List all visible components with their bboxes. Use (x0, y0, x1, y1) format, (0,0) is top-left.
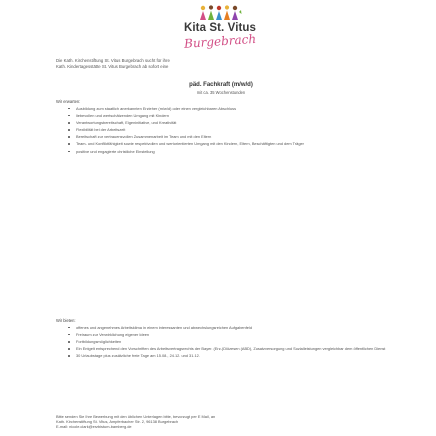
children-illustration (198, 4, 242, 21)
list-item: 30 Urlaubstage plus zusätzliche freie Tage am 15.08., 24.12. und 31.12. (68, 353, 386, 359)
list-item: offenes und angenehmes Arbeitsklima in einem interessanten und abwechslungsreichen Aufgabenfeld (68, 325, 386, 331)
contact-address: Kath. Kirchenstiftung St. Vitus, Ampferbacher Str. 2, 96138 Burgebrach (56, 419, 179, 425)
job-title: päd. Fachkraft (m/w/d) (189, 82, 253, 88)
application-instructions (56, 414, 386, 430)
job-hours: mit ca. 35 Wochenstunden (196, 89, 246, 95)
list-item: liebevollen und wertschätzenden Umgang mit Kindern (68, 113, 386, 119)
list-item: Bereitschaft zur vertrauensvollen Zusammenarbeit im Team und mit den Eltern (68, 134, 386, 140)
requirements-list (56, 106, 386, 155)
requirements-section (56, 99, 386, 156)
benefits-heading: Wir bieten: (56, 318, 76, 323)
list-item: Team- und Konfliktfähigkeit sowie respektvollen und wertorientierten Umgang mit den Kindern, Eltern, Beschäftigten und dem Träger (68, 141, 386, 147)
logo-title: Kita St. Vitus (183, 22, 257, 34)
list-item: Fortbildungsmöglichkeiten (68, 339, 386, 345)
benefits-section (56, 318, 386, 360)
intro-line-1: Die Kath. Kirchenstiftung St. Vitus Burgebrach sucht für ihre (56, 58, 170, 63)
benefits-list (56, 325, 386, 359)
list-item: Ausbildung zum staatlich anerkannten Erzieher (m/w/d) oder einen vergleichbaren Abschluss (68, 106, 386, 112)
requirements-heading: Wir erwarten: (56, 99, 81, 104)
list-item: Flexibilität bei der Arbeitszeit (68, 127, 386, 133)
intro-text (56, 58, 386, 71)
closing-line-1: Bitte senden Sie Ihre Bewerbung mit den üblichen Unterlagen bitte, bevorzugt per E Mail, an (56, 414, 216, 419)
list-item: Ein Entgelt entsprechend den Vorschriften des Arbeitsvertragsrechts der Bayer. (Erz-)Diözesen (ABD), Zusatzversorgung und Sozialleistungen vergleichbar dem öffentlichen Dienst (68, 346, 386, 352)
logo-script-text: Burgebrach (183, 31, 257, 51)
list-item: positive und engagierte christliche Einstellung (68, 149, 386, 155)
list-item: Freiraum zur Verwirklichung eigener Ideen (68, 332, 386, 338)
job-heading (56, 82, 386, 95)
intro-line-2: Kath. Kindertagesstätte St. Vitus Burgebrach ab sofort eine (56, 64, 169, 70)
kita-logo (150, 2, 290, 54)
list-item: Verantwortungsbereitschaft, Eigeninitiative, und Kreativität (68, 120, 386, 126)
contact-email: E-mail: nicole.clark@erzbistum-bamberg.de (56, 424, 132, 430)
